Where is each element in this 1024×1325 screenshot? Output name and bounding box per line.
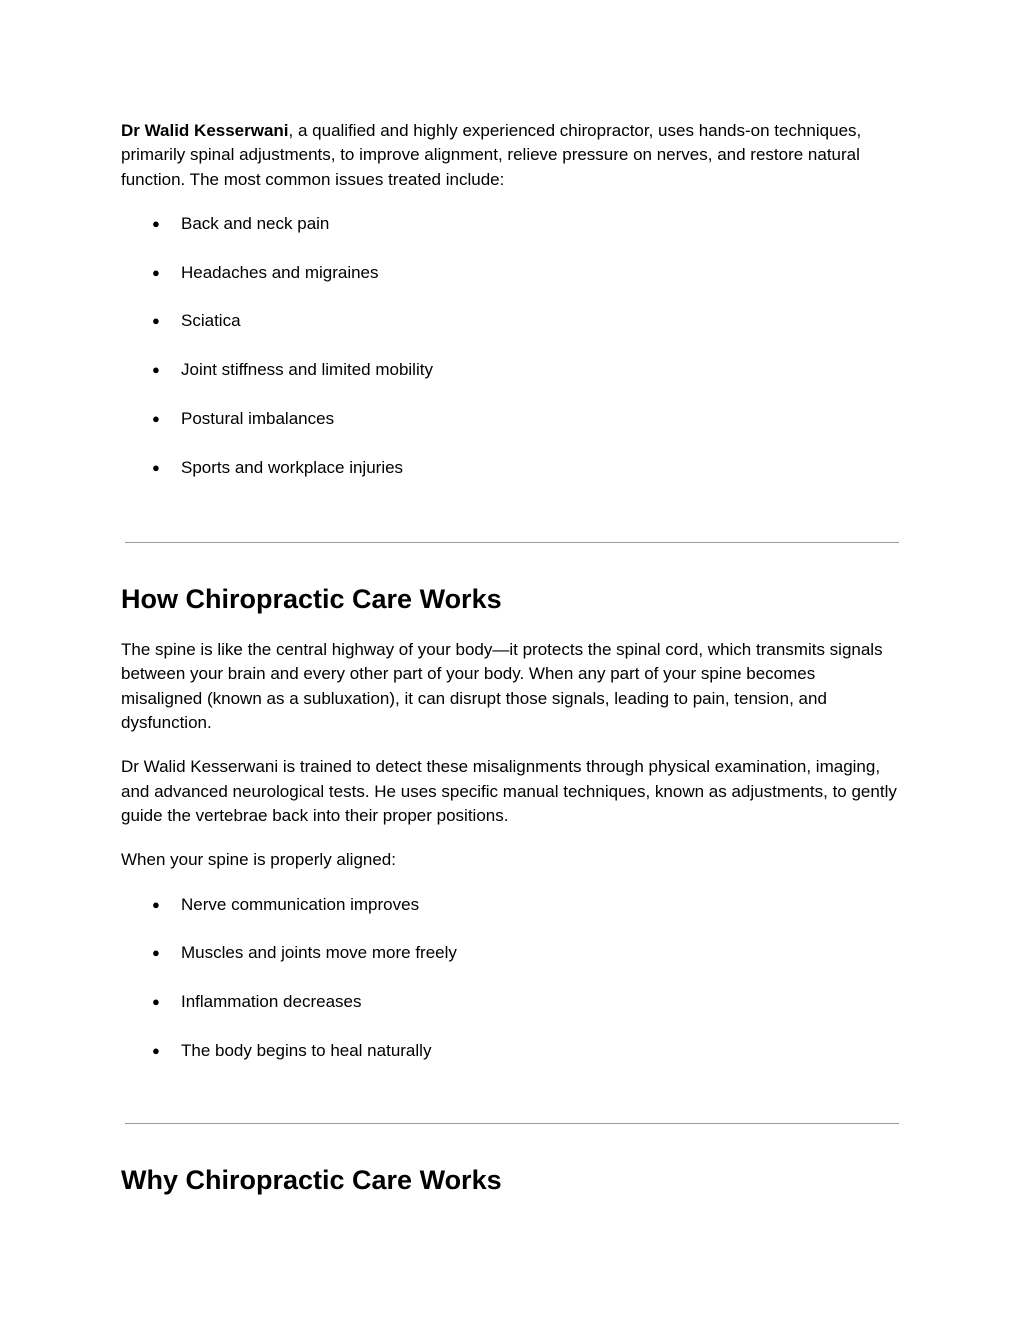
list-item xyxy=(121,941,901,965)
list-item xyxy=(121,358,901,382)
list-item xyxy=(121,407,901,431)
list-item xyxy=(121,261,901,285)
section-paragraph: The spine is like the central highway of your body—it protects the spinal cord, which transmits signals between your brain and every other part of your body. When any part of your spine becomes misaligned (known as a subluxation), it can disrupt those signals, leading to pain, tension, and dysfunction. xyxy=(121,640,883,733)
bullet-icon: ● xyxy=(152,994,160,1010)
section-divider xyxy=(125,1123,899,1124)
bullet-icon: ● xyxy=(152,1042,160,1058)
list-item xyxy=(121,212,901,236)
section-divider xyxy=(125,542,899,543)
bullet-icon: ● xyxy=(152,411,160,427)
intro-paragraph xyxy=(121,119,901,192)
list-item-text: Back and neck pain xyxy=(181,213,330,233)
bullet-icon: ● xyxy=(152,313,160,329)
bullet-icon: ● xyxy=(152,945,160,961)
list-item-text: Sports and workplace injuries xyxy=(181,457,404,477)
list-item-text: Postural imbalances xyxy=(181,409,335,429)
bullet-icon: ● xyxy=(152,264,160,280)
section-heading-how: How Chiropractic Care Works xyxy=(121,584,502,615)
list-item xyxy=(121,990,901,1014)
list-item xyxy=(121,1039,901,1063)
section-heading-why: Why Chiropractic Care Works xyxy=(121,1165,502,1196)
list-item-text: Nerve communication improves xyxy=(181,894,420,914)
list-item-text: Sciatica xyxy=(181,311,241,331)
list-item xyxy=(121,309,901,333)
bullet-icon: ● xyxy=(152,215,160,231)
intro-text: , a qualified and highly experienced chiropractor, uses hands-on techniques, primarily spinal adjustments, to improve alignment, relieve pressure on nerves, and restore natural function. The most common issues treated include: xyxy=(121,121,862,189)
bullet-icon: ● xyxy=(152,459,160,475)
section-paragraph: Dr Walid Kesserwani is trained to detect these misalignments through physical examination, imaging, and advanced neurological tests. He uses specific manual techniques, known as adjustments, to gently guide the vertebrae back into their proper positions. xyxy=(121,757,897,825)
section-paragraph: When your spine is properly aligned: xyxy=(121,850,396,870)
document-page xyxy=(121,119,901,1196)
list-item-text: Inflammation decreases xyxy=(181,992,362,1012)
doctor-name: Dr Walid Kesserwani xyxy=(121,121,289,140)
list-item xyxy=(121,456,901,480)
list-item-text: Joint stiffness and limited mobility xyxy=(181,360,433,380)
list-item xyxy=(121,893,901,917)
bullet-icon: ● xyxy=(152,896,160,912)
list-item-text: Muscles and joints move more freely xyxy=(181,943,457,963)
list-item-text: The body begins to heal naturally xyxy=(181,1040,432,1060)
bullet-icon: ● xyxy=(152,362,160,378)
issues-list xyxy=(121,212,901,480)
benefits-list xyxy=(121,893,901,1064)
list-item-text: Headaches and migraines xyxy=(181,262,379,282)
